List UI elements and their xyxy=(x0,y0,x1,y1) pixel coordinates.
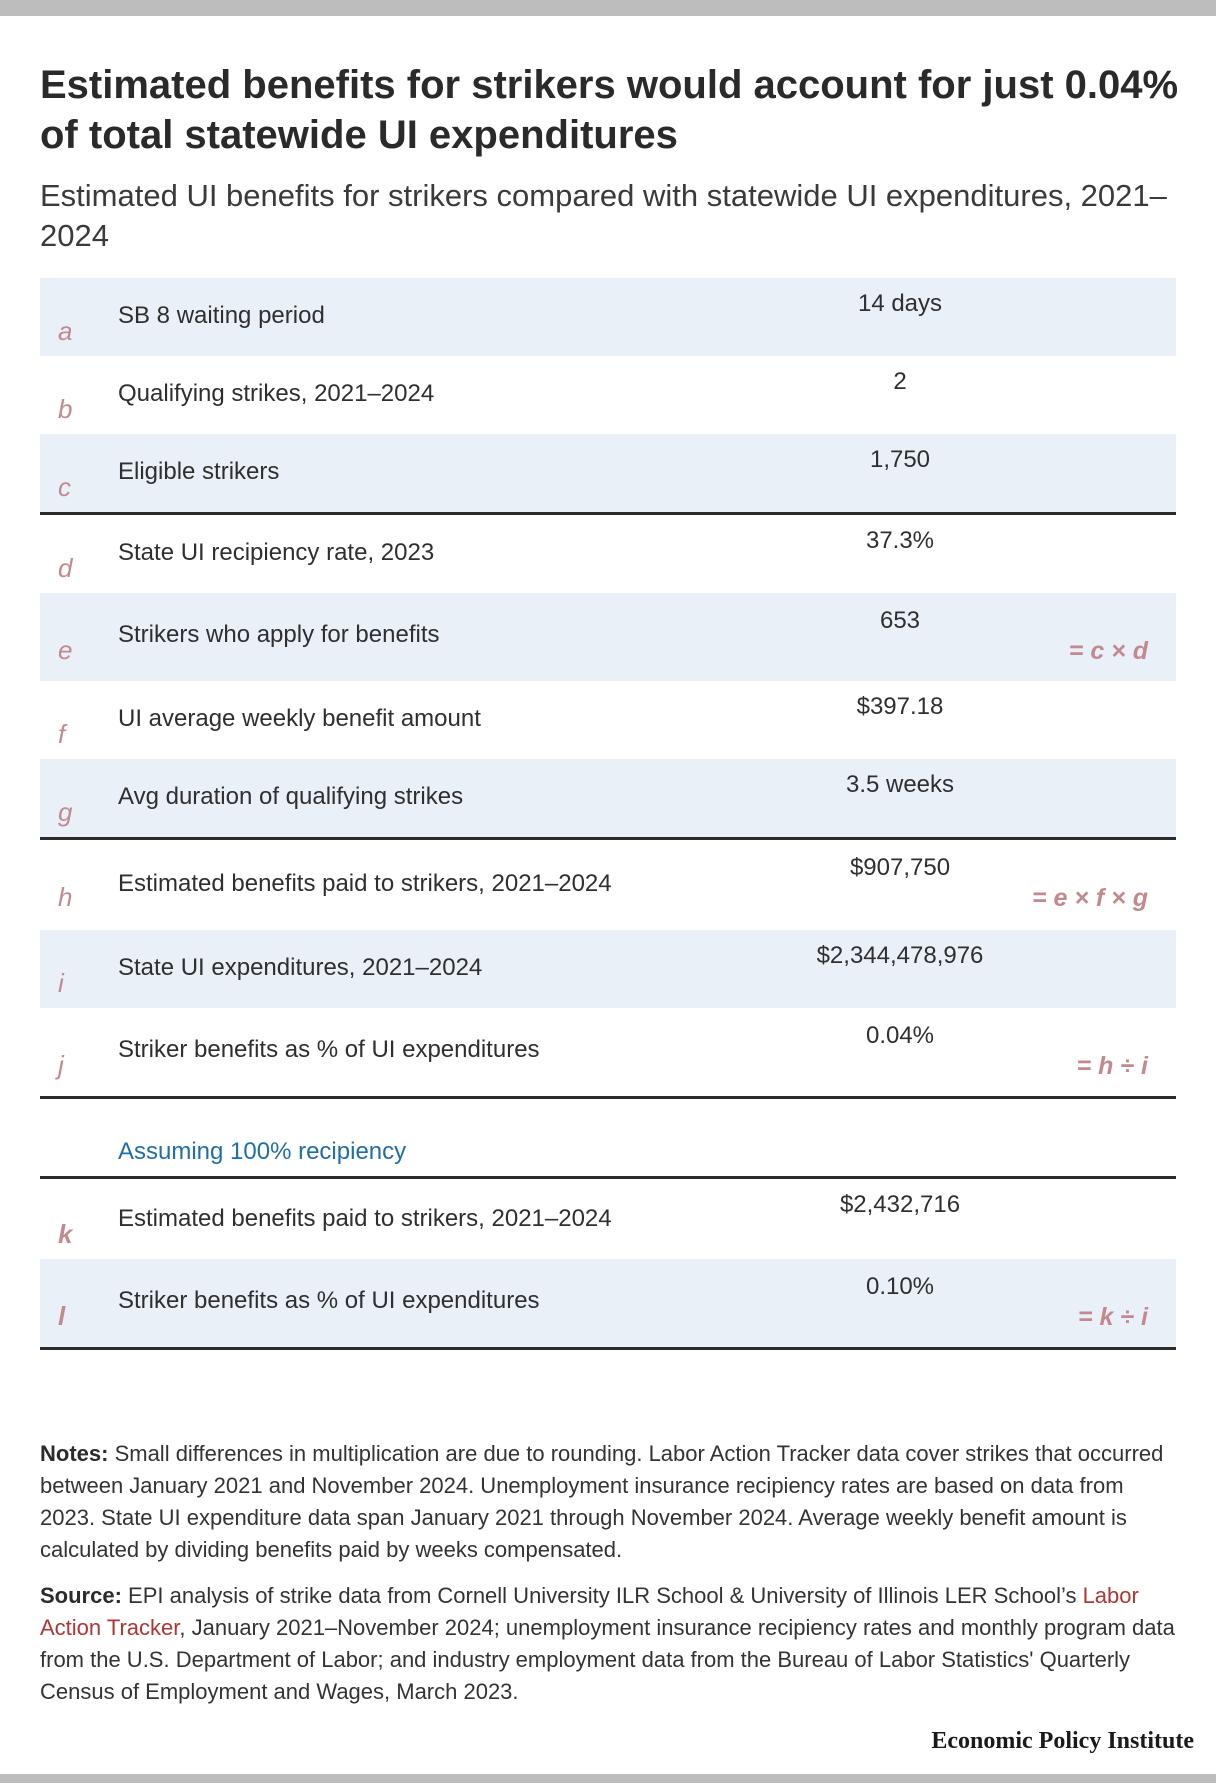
table-row-d xyxy=(40,515,1176,593)
divider xyxy=(40,1096,1176,1099)
chart-title: Estimated benefits for strikers would account for just 0.04% of total statewide UI expenditures xyxy=(40,63,1179,157)
notes-label: Notes: xyxy=(40,1441,109,1466)
row-label: Estimated benefits paid to strikers, 2021–2024 xyxy=(118,1205,612,1232)
row-value: 3.5 weeks xyxy=(845,771,955,798)
table-row-h xyxy=(40,840,1176,930)
row-value: 653 xyxy=(879,607,921,634)
notes xyxy=(40,1438,1180,1566)
row-letter: k xyxy=(58,1219,73,1249)
brand-logo: Economic Policy Institute xyxy=(931,1728,1194,1754)
row-label: Strikers who apply for benefits xyxy=(118,621,440,648)
row-label: UI average weekly benefit amount xyxy=(118,705,481,732)
row-value: $907,750 xyxy=(849,854,951,881)
table-row-k xyxy=(40,1179,1176,1259)
row-letter: g xyxy=(58,797,73,827)
top-border xyxy=(0,0,1216,16)
table-row-l xyxy=(40,1259,1176,1347)
row-value: $397.18 xyxy=(856,693,944,720)
row-formula: = e × f × g xyxy=(1031,884,1148,912)
row-letter: h xyxy=(58,882,73,912)
table-row-c xyxy=(40,434,1176,512)
row-letter: i xyxy=(58,968,64,998)
row-formula: = c × d xyxy=(1068,637,1148,665)
row-value: 0.04% xyxy=(865,1022,935,1049)
row-value: 14 days xyxy=(857,290,943,317)
source-label: Source: xyxy=(40,1583,122,1608)
row-letter: c xyxy=(58,472,71,502)
row-label: Eligible strikers xyxy=(118,458,280,485)
notes-text: Small differences in multiplication are due to rounding. Labor Action Tracker data cover strikes that occurred between January 2021 and November 2024. Unemployment insurance recipiency rates are based on data from 2023. State UI expenditure data span January 2021 through November 2024. Average weekly benefit amount is calculated by dividing benefits paid by weeks compensated. xyxy=(40,1441,1164,1562)
labor-action-tracker-link[interactable]: Labor Action Tracker xyxy=(40,1583,1139,1640)
row-label: SB 8 waiting period xyxy=(118,302,325,329)
row-value: 1,750 xyxy=(869,446,931,473)
source-text: EPI analysis of strike data from Cornell University ILR School & University of Illinois LER School’s xyxy=(121,1583,1083,1608)
divider xyxy=(40,1347,1176,1350)
source-text: , January 2021–November 2024; unemployment insurance recipiency rates and monthly program data from the U.S. Department of Labor; and industry employment data from the Bureau of Labor Statistics' Quarterly Census of Employment and Wages, March 2023. xyxy=(40,1615,1175,1704)
table-row-b xyxy=(40,356,1176,434)
row-letter: e xyxy=(58,635,73,665)
row-letter: d xyxy=(58,553,73,583)
row-label: Qualifying strikes, 2021–2024 xyxy=(118,380,435,407)
row-letter: a xyxy=(58,316,73,346)
row-value: 0.10% xyxy=(865,1273,935,1300)
row-letter: b xyxy=(58,394,73,424)
row-letter: f xyxy=(58,719,66,749)
row-label: State UI expenditures, 2021–2024 xyxy=(118,954,483,981)
row-value: $2,432,716 xyxy=(839,1191,961,1218)
source xyxy=(40,1580,1180,1708)
table-row-a xyxy=(40,278,1176,356)
row-label: Striker benefits as % of UI expenditures xyxy=(118,1287,540,1314)
row-label: Avg duration of qualifying strikes xyxy=(118,783,464,810)
row-label: Estimated benefits paid to strikers, 2021–2024 xyxy=(118,870,612,897)
table-row-e xyxy=(40,593,1176,681)
table-row-g xyxy=(40,759,1176,837)
section-label: Assuming 100% recipiency xyxy=(118,1138,407,1165)
row-letter: j xyxy=(58,1050,64,1080)
table-row-i xyxy=(40,930,1176,1008)
row-formula: = k ÷ i xyxy=(1077,1303,1148,1331)
row-value: 2 xyxy=(893,368,907,395)
row-formula: = h ÷ i xyxy=(1076,1052,1148,1080)
row-value: $2,344,478,976 xyxy=(816,942,984,969)
row-label: State UI recipiency rate, 2023 xyxy=(118,539,435,566)
bottom-border xyxy=(0,1774,1216,1783)
chart-subtitle: Estimated UI benefits for strikers compared with statewide UI expenditures, 2021–2024 xyxy=(40,178,1167,253)
row-value: 37.3% xyxy=(865,527,935,554)
row-label: Striker benefits as % of UI expenditures xyxy=(118,1036,540,1063)
row-letter: l xyxy=(58,1301,66,1331)
table-row-j xyxy=(40,1008,1176,1096)
table-row-f xyxy=(40,681,1176,759)
